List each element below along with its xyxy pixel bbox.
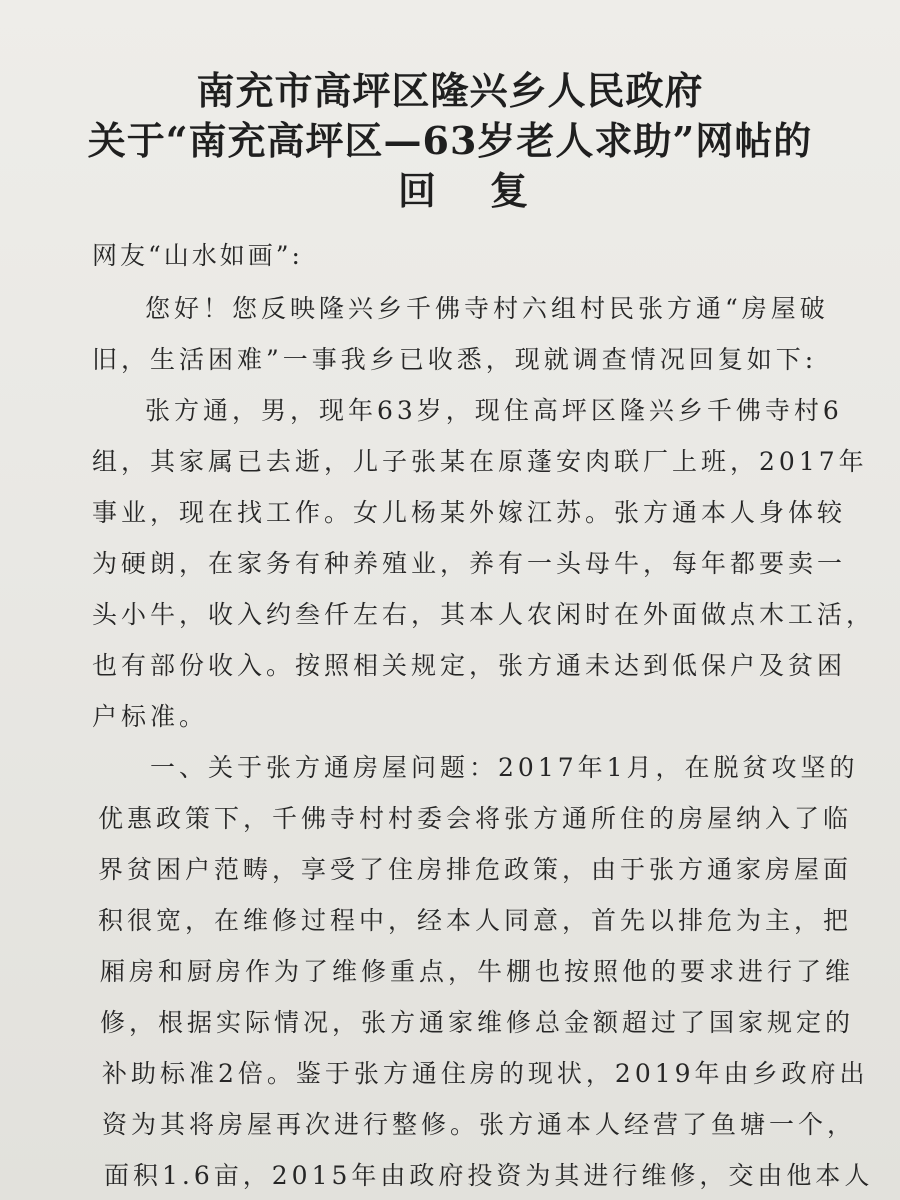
body-line: 张方通，男，现年63岁，现住高坪区隆兴乡千佛寺村6 <box>145 396 843 425</box>
title-line-1: 南充市高坪区隆兴乡人民政府 <box>196 68 704 113</box>
body-line: 户标准。 <box>92 702 209 731</box>
body-line: 旧，生活困难”一事我乡已收悉，现就调查情况回复如下: <box>92 345 818 374</box>
body-line: 资为其将房屋再次进行整修。张方通本人经营了鱼塘一个， <box>102 1110 857 1139</box>
title-line-3: 回复 <box>397 168 582 213</box>
body-line: 优惠政策下，千佛寺村村委会将张方通所住的房屋纳入了临 <box>98 804 853 833</box>
body-line: 组，其家属已去逝，儿子张某在原蓬安肉联厂上班，2017年 <box>92 447 868 476</box>
body-line: 面积1.6亩，2015年由政府投资为其进行维修，交由他本人 <box>104 1161 874 1190</box>
body-line: 补助标准2倍。鉴于张方通住房的现状，2019年由乡政府出 <box>102 1059 869 1088</box>
body-line: 积很宽，在维修过程中，经本人同意，首先以排危为主，把 <box>98 906 853 935</box>
body-line: 事业，现在找工作。女儿杨某外嫁江苏。张方通本人身体较 <box>92 498 847 527</box>
body-line: 厢房和厨房作为了维修重点，牛棚也按照他的要求进行了维 <box>100 957 855 986</box>
salutation: 网友“山水如画”: <box>92 241 303 270</box>
body-line: 修，根据实际情况，张方通家维修总金额超过了国家规定的 <box>100 1008 855 1037</box>
body-line: 头小牛，收入约叁仟左右，其本人农闲时在外面做点木工活， <box>92 600 876 629</box>
title-line-2: 关于“南充高坪区—63岁老人求助”网帖的 <box>87 118 813 163</box>
body-line: 您好！您反映隆兴乡千佛寺村六组村民张方通“房屋破 <box>145 294 829 323</box>
body-line: 也有部份收入。按照相关规定，张方通未达到低保户及贫困 <box>92 651 847 680</box>
body-line: 一、关于张方通房屋问题：2017年1月，在脱贫攻坚的 <box>150 753 859 782</box>
body-line: 为硬朗，在家务有种养殖业，养有一头母牛，每年都要卖一 <box>92 549 847 578</box>
body-line: 界贫困户范畴，享受了住房排危政策，由于张方通家房屋面 <box>98 855 853 884</box>
